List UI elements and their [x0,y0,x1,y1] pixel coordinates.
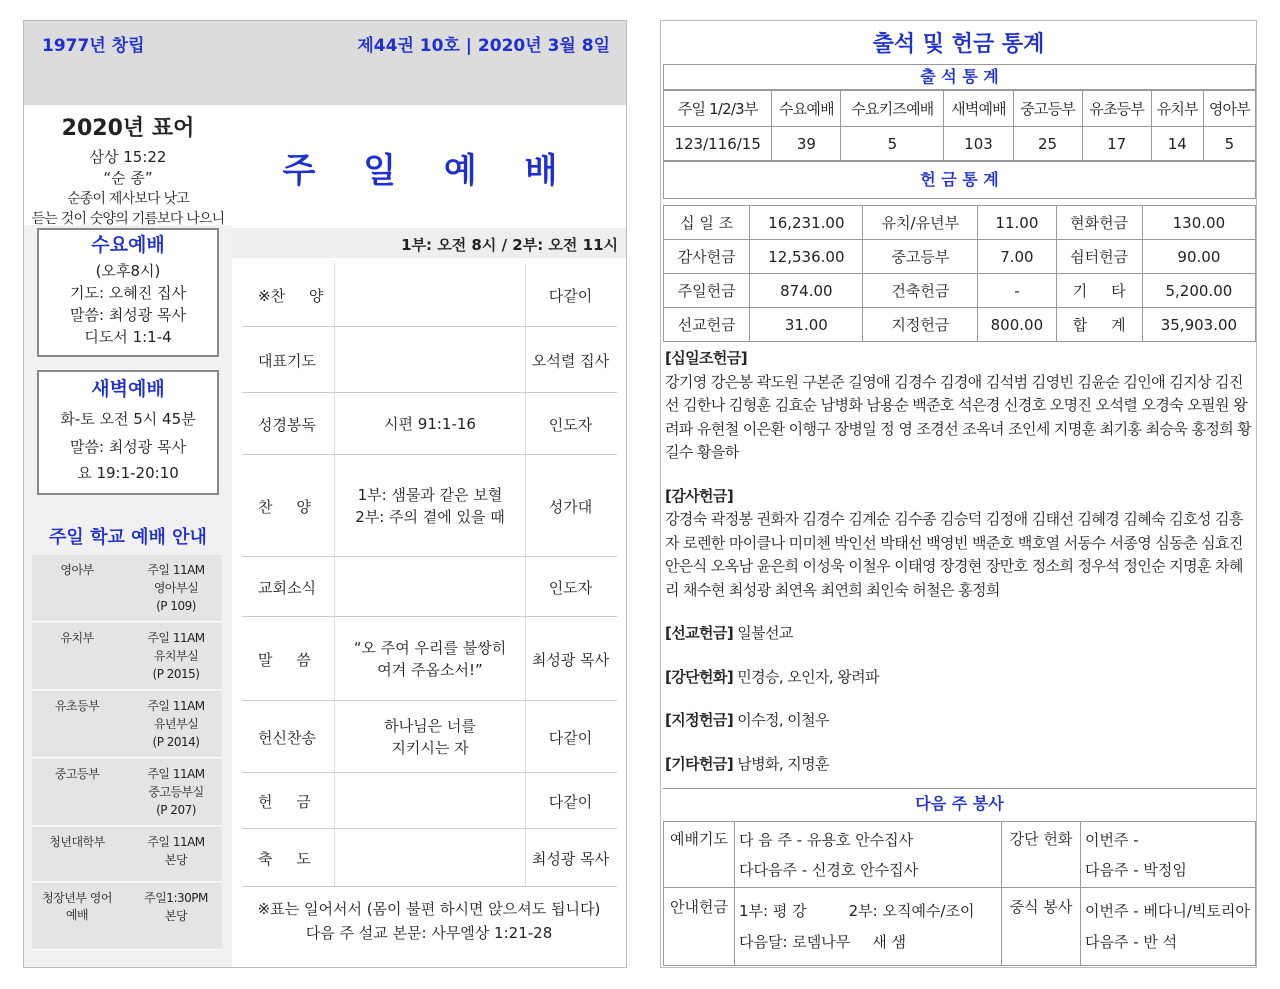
worship-content [334,557,526,616]
school-room: (P 2014) [152,735,200,749]
dawn-time: 화-토 오전 5시 45분 [60,410,196,428]
school-row [32,883,222,950]
usher-duty-label: 안내헌금 [664,888,735,966]
flower-this-week: 이번주 - [1085,830,1139,849]
offering-row [664,206,1256,240]
school-time [130,889,222,925]
worship-row [242,557,617,617]
meal-next-week: 다음주 - 반 석 [1085,932,1178,951]
worship-row [242,701,617,773]
tithe-names: 강기영 강은봉 곽도원 구본준 길영애 김경수 김경애 김석범 김영빈 김윤순 김인애 김지상 김진선 김한나 김형훈 김효순 남병화 남용순 백준호 석은경 신경호 오명진 오석렬 오경숙 오필원 왕려파 유현철 이은환 이행구 장병일 정 영 조경선 조옥녀 조인세 지명훈 최기홍 최승욱 홍정희 황길수 황을하 [665,372,1252,461]
designated-names: 이수정, 이철우 [737,711,829,729]
offering-category: 합 계 [1056,308,1142,342]
offering-category: 쉼터헌금 [1056,240,1142,274]
school-time: 주일 11AM [147,631,205,645]
school-time [130,765,222,819]
attendance-section-title [663,64,1256,90]
worship-item: 말 씀 [258,651,311,669]
school-row [32,623,222,690]
school-time: 주일 11AM [147,767,205,781]
meal-this-week: 이번주 - 베다니/빅토리아 [1085,901,1250,920]
flower-duty [1081,822,1256,888]
sunday-times: 1부: 오전 8시 / 2부: 오전 11시 [401,236,618,254]
worship-row [242,617,617,701]
school-room: (P 207) [156,803,196,817]
offering-category: 건축헌금 [863,274,978,308]
offering-category: 중고등부 [863,240,978,274]
attendance-value: 5 [1203,127,1255,161]
left-column [24,105,232,967]
attendance-header: 수요예배 [772,91,841,127]
usher-duty [735,888,1002,966]
attendance-header: 수요키즈예배 [841,91,944,127]
worship-row [242,773,617,829]
school-place: 유년부실 [153,717,199,731]
offering-table [663,205,1256,342]
flower-duty-label: 강단 헌화 [1002,822,1081,888]
school-place: 유치부실 [153,649,199,663]
flower-next-week: 다음주 - 박정임 [1085,860,1187,879]
worship-leader: 최성광 목사 [531,850,610,868]
thanks-label: [감사헌금] [665,486,734,505]
school-time [130,629,222,683]
school-time: 주일 11AM [147,835,205,849]
attendance-value: 39 [772,127,841,161]
dawn-title: 새벽예배 [91,378,165,400]
school-place: 본당 [164,909,188,923]
worship-item: 축 도 [258,850,311,868]
altar-label: [강단헌화] [665,667,734,686]
worship-content [334,773,526,828]
motto-box [24,105,232,225]
attendance-value: 17 [1082,127,1151,161]
offering-category: 감사헌금 [664,240,750,274]
worship-content-text: 시편 91:1-16 [384,415,476,433]
attendance-header: 주일 1/2/3부 [664,91,772,127]
sunday-school-table [32,555,222,965]
offering-amount: 11.00 [978,206,1056,240]
dawn-text: 요 19:1-20:10 [77,464,179,482]
worship-leader: 다같이 [548,729,593,747]
school-row [32,555,222,622]
worship-item: 헌신찬송 [258,729,316,747]
worship-item: 찬 양 [258,498,311,516]
school-dept: 중고등부 [54,767,100,781]
offering-category: 지정헌금 [863,308,978,342]
stand-note: ※표는 일어서서 (몸이 불편 하시면 앉으셔도 됩니다) [257,900,601,918]
worship-content [334,393,526,454]
tithe-label: [십일조헌금] [665,349,747,367]
school-dept: 청장년부 영어예배 [42,891,112,922]
prayer-duty [735,822,1002,888]
sunday-service-title: 주 일 예 배 [282,151,576,191]
school-time: 주일 11AM [147,563,205,577]
offering-amount: 31.00 [750,308,863,342]
wednesday-text: 디도서 1:1-4 [84,328,172,346]
worship-item: 성경봉독 [258,416,316,434]
attendance-header: 영아부 [1203,91,1255,127]
duty-section-title [663,788,1256,822]
mission-names: 일불선교 [737,624,793,642]
worship-row [242,829,617,887]
mission-label: [선교헌금] [665,624,734,642]
sunday-title-area [232,105,626,225]
offering-names [665,347,1253,787]
worship-leader: 성가대 [548,498,593,516]
worship-content [334,455,526,556]
school-dept: 유초등부 [54,699,100,713]
worship-leader: 인도자 [548,579,593,597]
worship-row [242,263,617,327]
motto-theme: “순 종” [103,169,153,187]
school-row [32,827,222,882]
worship-row [242,455,617,557]
worship-content [334,617,526,700]
motto-line2: 듣는 것이 숫양의 기름보다 나으니 [31,211,225,227]
offering-amount: 7.00 [978,240,1056,274]
offering-amount: 800.00 [978,308,1056,342]
duty-title: 다음 주 봉사 [915,794,1004,813]
altar-names: 민경승, 오인자, 왕려파 [737,667,879,686]
worship-leader: 최성광 목사 [531,651,610,669]
offering-row [664,274,1256,308]
prayer-after-next: 다다음주 - 신경호 안수집사 [739,860,919,879]
offering-category: 기 타 [1056,274,1142,308]
worship-item: 대표기도 [258,352,316,370]
worship-content [334,829,526,886]
next-sermon-note: 다음 주 설교 본문: 사무엘상 1:21-28 [305,924,553,942]
offering-amount: 12,536.00 [750,240,863,274]
worship-item: 헌 금 [258,793,311,811]
school-row [32,691,222,758]
offering-amount: 35,903.00 [1142,308,1255,342]
worship-content-text: 1부: 샘물과 같은 보혈 2부: 주의 곁에 있을 때 [355,486,505,526]
worship-content [334,263,526,326]
wednesday-time: (오후8시) [95,262,161,280]
worship-content [334,327,526,392]
attendance-value: 5 [841,127,944,161]
attendance-header: 중고등부 [1013,91,1082,127]
school-dept: 영아부 [60,563,94,577]
bulletin-header [24,21,626,105]
sunday-school-title: 주일 학교 예배 안내 [49,527,207,548]
offering-category: 유치/유년부 [863,206,978,240]
worship-leader: 다같이 [548,793,593,811]
offering-category: 십 일 조 [664,206,750,240]
stats-title: 출석 및 헌금 통계 [872,32,1045,57]
attendance-header: 유치부 [1151,91,1203,127]
offering-category: 선교헌금 [664,308,750,342]
offering-row [664,308,1256,342]
attendance-header: 새벽예배 [944,91,1013,127]
offering-title: 헌 금 통 계 [920,170,999,189]
school-room: (P 109) [156,599,196,613]
worship-notes [232,897,626,945]
offering-amount: 90.00 [1142,240,1255,274]
founded-text: 1977년 창립 [42,36,145,56]
other-label: [기타헌금] [665,754,734,773]
motto-title: 2020년 표어 [61,116,195,141]
sunday-times-bar [232,228,626,258]
school-place: 영아부실 [153,581,199,595]
usher-month: 다음달: 로뎀나무 [739,932,851,951]
offering-category: 주일헌금 [664,274,750,308]
duty-table [663,821,1256,966]
meal-duty-label: 중식 봉사 [1002,888,1081,966]
worship-row [242,393,617,455]
prayer-next: 다 음 주 - 유용호 안수집사 [739,830,914,849]
school-dept: 청년대학부 [49,835,105,849]
worship-content-text: “오 주여 우리를 불쌍히 여겨 주옵소서!” [353,639,507,679]
offering-amount: 16,231.00 [750,206,863,240]
bulletin-left-page [23,20,627,968]
school-room: (P 2015) [152,667,200,681]
wednesday-service-box [37,228,219,357]
school-time [130,697,222,751]
worship-leader: 인도자 [548,416,593,434]
school-time [130,833,222,869]
offering-row [664,240,1256,274]
worship-content [334,701,526,772]
usher-second: 2부: 오직예수/조이 [848,901,975,920]
school-time: 주일1:30PM [144,891,208,905]
offering-amount: - [978,274,1056,308]
bulletin-right-page [660,20,1257,968]
motto-ref: 삼상 15:22 [89,148,167,166]
dawn-sermon: 말씀: 최성광 목사 [69,438,187,456]
school-dept: 유치부 [60,631,94,645]
meal-duty [1081,888,1256,966]
worship-leader: 오석렬 집사 [531,352,610,370]
order-of-worship [242,263,617,883]
attendance-value: 103 [944,127,1013,161]
worship-item: ※찬 양 [258,287,324,305]
thanks-names: 강경숙 곽정봉 권화자 김경수 김계순 김수종 김승덕 김정애 김태선 김혜경 김혜숙 김호성 김흥자 로렌한 마이클나 미미첸 박인선 박태선 백영빈 백준호 백호열 서동수 서종영 심동춘 심효진 안은식 오옥남 윤은희 이성욱 이철우 이태영 장경현 장만호 정소희 정우석 정인순 지명훈 차혜리 채수현 최성광 최연옥 최연희 최인숙 허철은 홍정희 [665,510,1243,599]
prayer-duty-label: 예배기도 [664,822,735,888]
attendance-value: 14 [1151,127,1203,161]
wednesday-prayer: 기도: 오혜진 집사 [69,284,187,302]
offering-section-title [663,161,1256,199]
issue-text: 제44권 10호 | 2020년 3월 8일 [357,36,610,56]
worship-item: 교회소식 [258,579,316,597]
offering-amount: 874.00 [750,274,863,308]
attendance-title: 출 석 통 계 [920,67,999,86]
school-time [130,561,222,615]
worship-content-text: 하나님은 너를 지키시는 자 [384,717,476,757]
usher-first: 1부: 평 강 [739,901,807,920]
school-place: 중고등부실 [148,785,204,799]
wednesday-sermon: 말씀: 최성광 목사 [69,306,187,324]
offering-amount: 5,200.00 [1142,274,1255,308]
motto-line1: 순종이 제사보다 낫고 [67,191,189,207]
attendance-table [663,90,1256,161]
usher-month2: 새 샘 [872,932,907,951]
worship-leader: 다같이 [548,287,593,305]
attendance-value: 25 [1013,127,1082,161]
offering-category: 현화헌금 [1056,206,1142,240]
worship-row [242,327,617,393]
school-place: 본당 [164,853,188,867]
dawn-service-box [37,370,219,495]
offering-amount: 130.00 [1142,206,1255,240]
attendance-header: 유초등부 [1082,91,1151,127]
attendance-value: 123/116/15 [664,127,772,161]
designated-label: [지정헌금] [665,711,734,729]
school-time: 주일 11AM [147,699,205,713]
wednesday-title: 수요예배 [91,234,165,256]
other-names: 남병화, 지명훈 [737,754,829,773]
school-row [32,759,222,826]
